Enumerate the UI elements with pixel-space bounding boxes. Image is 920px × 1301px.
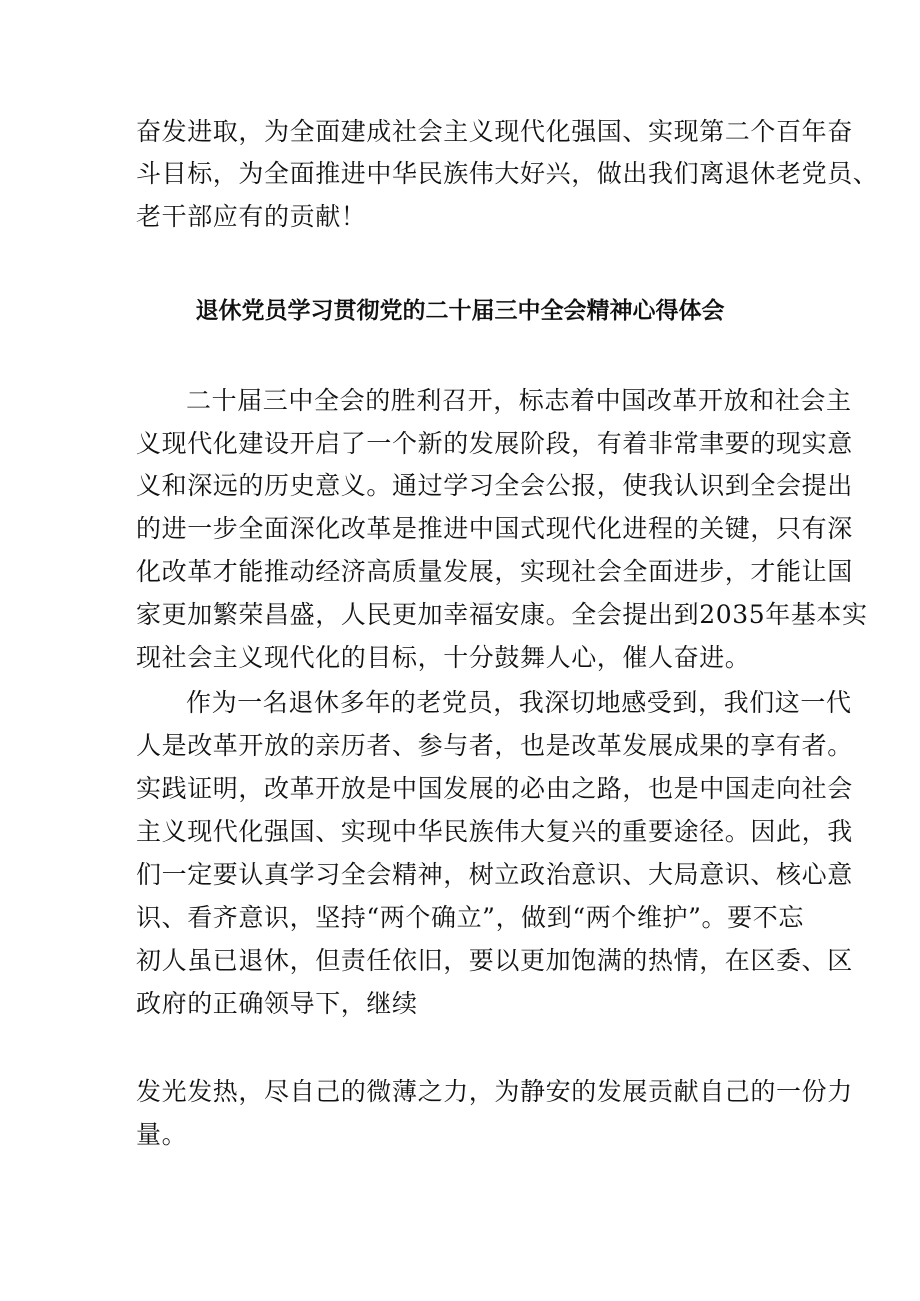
paragraph1-line-7: 现社会主义现代化的目标，十分鼓舞人心，催人奋进。 bbox=[136, 643, 751, 672]
intro-line-3: 老干部应有的贡献！ bbox=[136, 202, 367, 231]
paragraph2-line-8: 政府的正确领导下，继续 bbox=[136, 989, 418, 1018]
paragraph2-line-5: 们一定要认真学习全会精神，树立政治意识、大局意识、核心意 bbox=[136, 860, 853, 889]
paragraph1-line-1: 二十届三中全会的胜利召开，标志着中国改革开放和社会主 bbox=[186, 386, 852, 415]
paragraph1-line-4: 的进一步全面深化改革是推进中国式现代化进程的关键，只有深 bbox=[136, 514, 853, 543]
paragraph1-line-5: 化改革才能推动经济高质量发展，实现社会全面进步，才能让国 bbox=[136, 557, 853, 586]
paragraph2-line-1: 作为一名退休多年的老党员，我深切地感受到，我们这一代 bbox=[186, 688, 852, 717]
paragraph2-line-3: 实践证明，改革开放是中国发展的必由之路，也是中国走向社会 bbox=[136, 774, 853, 803]
document-title: 退休党员学习贯彻党的二十届三中全会精神心得体会 bbox=[195, 298, 725, 324]
intro-line-2: 斗目标，为全面推进中华民族伟大好兴，做出我们离退休老党员、 bbox=[136, 159, 879, 188]
paragraph2-line-4: 主义现代化强国、实现中华民族伟大复兴的重要途径。因此，我 bbox=[136, 817, 853, 846]
paragraph3-line-1: 发光发热，尽自己的微薄之力，为静安的发展贡献自己的一份力 bbox=[136, 1077, 853, 1106]
paragraph1-line-2: 义现代化建设开启了一个新的发展阶段，有着非常聿要的现实意 bbox=[136, 429, 853, 458]
paragraph1-line-3: 义和深远的历史意义。通过学习全会公报，使我认识到全会提出 bbox=[136, 471, 853, 500]
intro-line-1: 奋发进取，为全面建成社会主义现代化强国、实现第二个百年奋 bbox=[136, 117, 853, 146]
paragraph2-line-6: 识、看齐意识，坚持“两个确立”，做到“两个维护”。要不忘 bbox=[136, 903, 804, 932]
paragraph3-line-2: 量。 bbox=[136, 1120, 188, 1149]
paragraph2-line-2: 人是改革开放的亲历者、参与者，也是改革发展成果的享有者。 bbox=[136, 731, 853, 760]
paragraph1-line-6: 家更加繁荣昌盛，人民更加幸福安康。全会提出到2035年基本实 bbox=[136, 600, 868, 629]
paragraph2-line-7: 初人虽已退休，但责任依旧，要以更加饱满的热情，在区委、区 bbox=[136, 946, 853, 975]
